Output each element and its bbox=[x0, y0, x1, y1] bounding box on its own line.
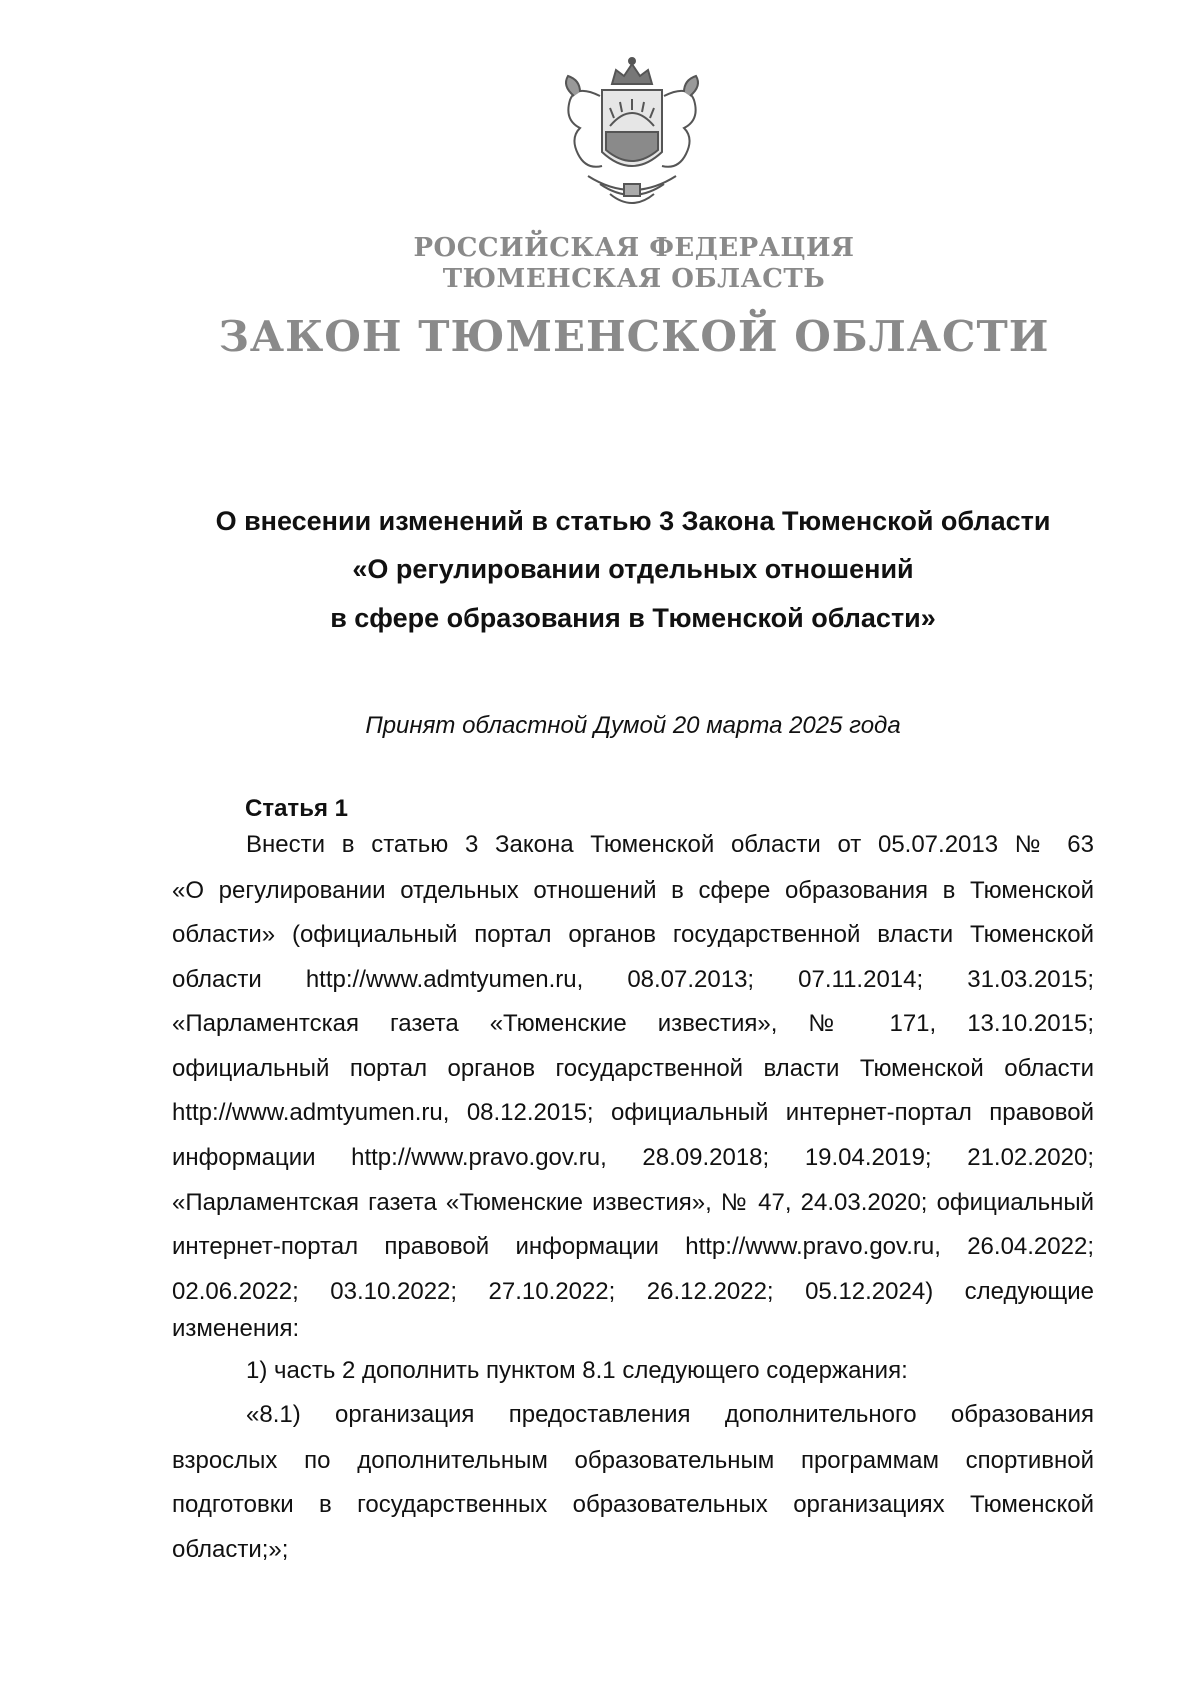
article-text-line: области» (официальный портал органов государственной власти Тюменской bbox=[172, 921, 1094, 948]
article-text-line: «Парламентская газета «Тюменские известия», № 47, 24.03.2020; официальный bbox=[172, 1189, 1094, 1216]
article-text-line: официальный портал органов государственной власти Тюменской области bbox=[172, 1055, 1094, 1082]
amendment-quote-line: взрослых по дополнительным образовательным программам спортивной bbox=[172, 1447, 1094, 1474]
amendment-item-1: 1) часть 2 дополнить пунктом 8.1 следующего содержания: bbox=[246, 1357, 908, 1384]
article-heading: Статья 1 bbox=[245, 795, 348, 822]
article-text-line: 02.06.2022; 03.10.2022; 27.10.2022; 26.12.2022; 05.12.2024) следующие bbox=[172, 1278, 1094, 1305]
header-country: РОССИЙСКАЯ ФЕДЕРАЦИЯ bbox=[413, 233, 855, 263]
article-text-line: Внести в статью 3 Закона Тюменской области от 05.07.2013 № 63 bbox=[246, 831, 1094, 858]
amendment-quote-line: «8.1) организация предоставления дополнительного образования bbox=[246, 1401, 1094, 1428]
article-text-line: интернет-портал правовой информации http://www.pravo.gov.ru, 26.04.2022; bbox=[172, 1233, 1094, 1260]
article-text-line: «О регулировании отдельных отношений в сфере образования в Тюменской bbox=[172, 877, 1094, 904]
article-text-line: области http://www.admtyumen.ru, 08.07.2013; 07.11.2014; 31.03.2015; bbox=[172, 966, 1094, 993]
header-region: ТЮМЕНСКАЯ ОБЛАСТЬ bbox=[442, 264, 826, 294]
coat-of-arms-emblem bbox=[540, 56, 724, 214]
law-title-line-1: О внесении изменений в статью 3 Закона Тюменской области bbox=[215, 506, 1051, 536]
amendment-quote-line: области;»; bbox=[172, 1536, 289, 1563]
article-text-line: «Парламентская газета «Тюменские известия», № 171, 13.10.2015; bbox=[172, 1010, 1094, 1037]
law-title-line-3: в сфере образования в Тюменской области» bbox=[330, 603, 936, 633]
article-text-line: информации http://www.pravo.gov.ru, 28.09.2018; 19.04.2019; 21.02.2020; bbox=[172, 1144, 1094, 1171]
amendment-quote-line: подготовки в государственных образовательных организациях Тюменской bbox=[172, 1491, 1094, 1518]
adoption-note: Принят областной Думой 20 марта 2025 года bbox=[365, 712, 901, 739]
article-text-line: изменения: bbox=[172, 1315, 300, 1342]
header-law-type: ЗАКОН ТЮМЕНСКОЙ ОБЛАСТИ bbox=[218, 312, 1050, 361]
law-title-line-2: «О регулировании отдельных отношений bbox=[352, 554, 914, 584]
article-text-line: http://www.admtyumen.ru, 08.12.2015; официальный интернет-портал правовой bbox=[172, 1099, 1094, 1126]
